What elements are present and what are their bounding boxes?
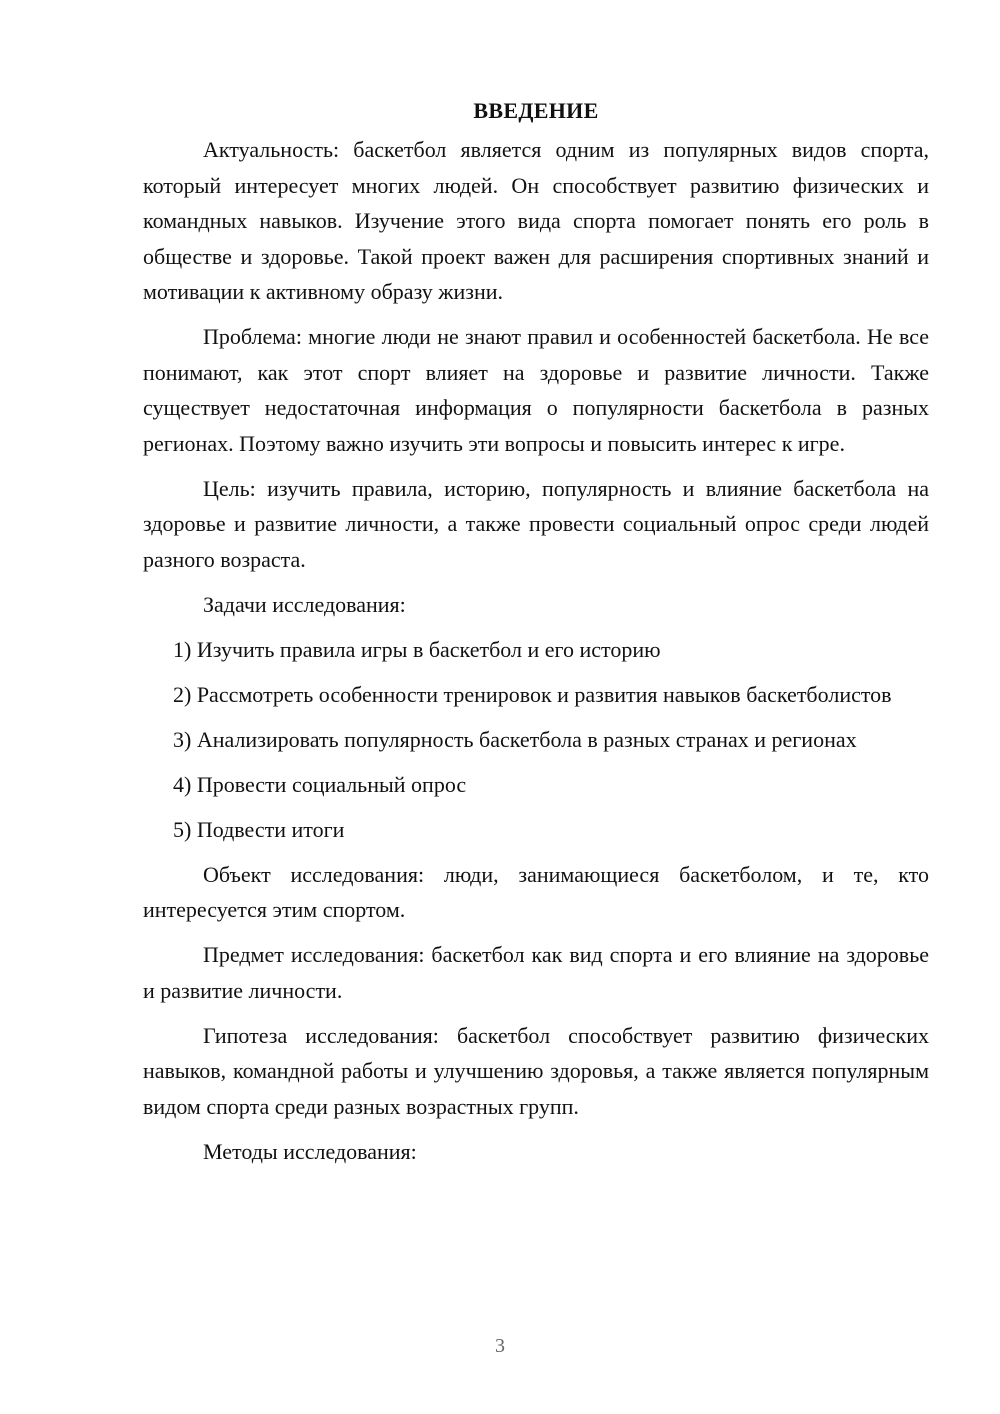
task-item-4: 4) Провести социальный опрос bbox=[173, 771, 467, 797]
page-number: 3 bbox=[495, 1335, 505, 1357]
paragraph-object: Объект исследования: люди, занимающиеся баскетболом, и те, кто интересуется этим спортом. bbox=[143, 861, 929, 922]
paragraph-tasks-heading: Задачи исследования: bbox=[203, 591, 406, 617]
paragraph-methods: Методы исследования: bbox=[203, 1138, 417, 1164]
paragraph-goal: Цель: изучить правила, историю, популярность и влияние баскетбола на здоровье и развитие личности, а также провести социальный опрос среди людей разного возраста. bbox=[143, 475, 929, 572]
paragraph-problem: Проблема: многие люди не знают правил и особенностей баскетбола. Не все понимают, как этот спорт влияет на здоровье и развитие личности. Также существует недостаточная информация о популярности баскетбола в разных регионах. Поэтому важно изучить эти вопросы и повысить интерес к игре. bbox=[143, 324, 929, 456]
document-page bbox=[143, 96, 929, 1169]
task-item-3: 3) Анализировать популярность баскетбола в разных странах и регионах bbox=[173, 726, 857, 752]
paragraph-subject: Предмет исследования: баскетбол как вид спорта и его влияние на здоровье и развитие личности. bbox=[143, 942, 929, 1003]
paragraph-relevance: Актуальность: баскетбол является одним из популярных видов спорта, который интересует многих людей. Он способствует развитию физических и командных навыков. Изучение этого вида спорта помогает понять его роль в обществе и здоровье. Такой проект важен для расширения спортивных знаний и мотивации к активному образу жизни. bbox=[143, 137, 929, 304]
task-item-1: 1) Изучить правила игры в баскетбол и его историю bbox=[173, 636, 661, 662]
task-item-2: 2) Рассмотреть особенности тренировок и развития навыков баскетболистов bbox=[173, 681, 892, 707]
paragraph-hypothesis: Гипотеза исследования: баскетбол способствует развитию физических навыков, командной работы и улучшению здоровья, а также является популярным видом спорта среди разных возрастных групп. bbox=[143, 1022, 929, 1119]
section-title: ВВЕДЕНИЕ bbox=[473, 98, 599, 123]
task-item-5: 5) Подвести итоги bbox=[173, 816, 345, 842]
